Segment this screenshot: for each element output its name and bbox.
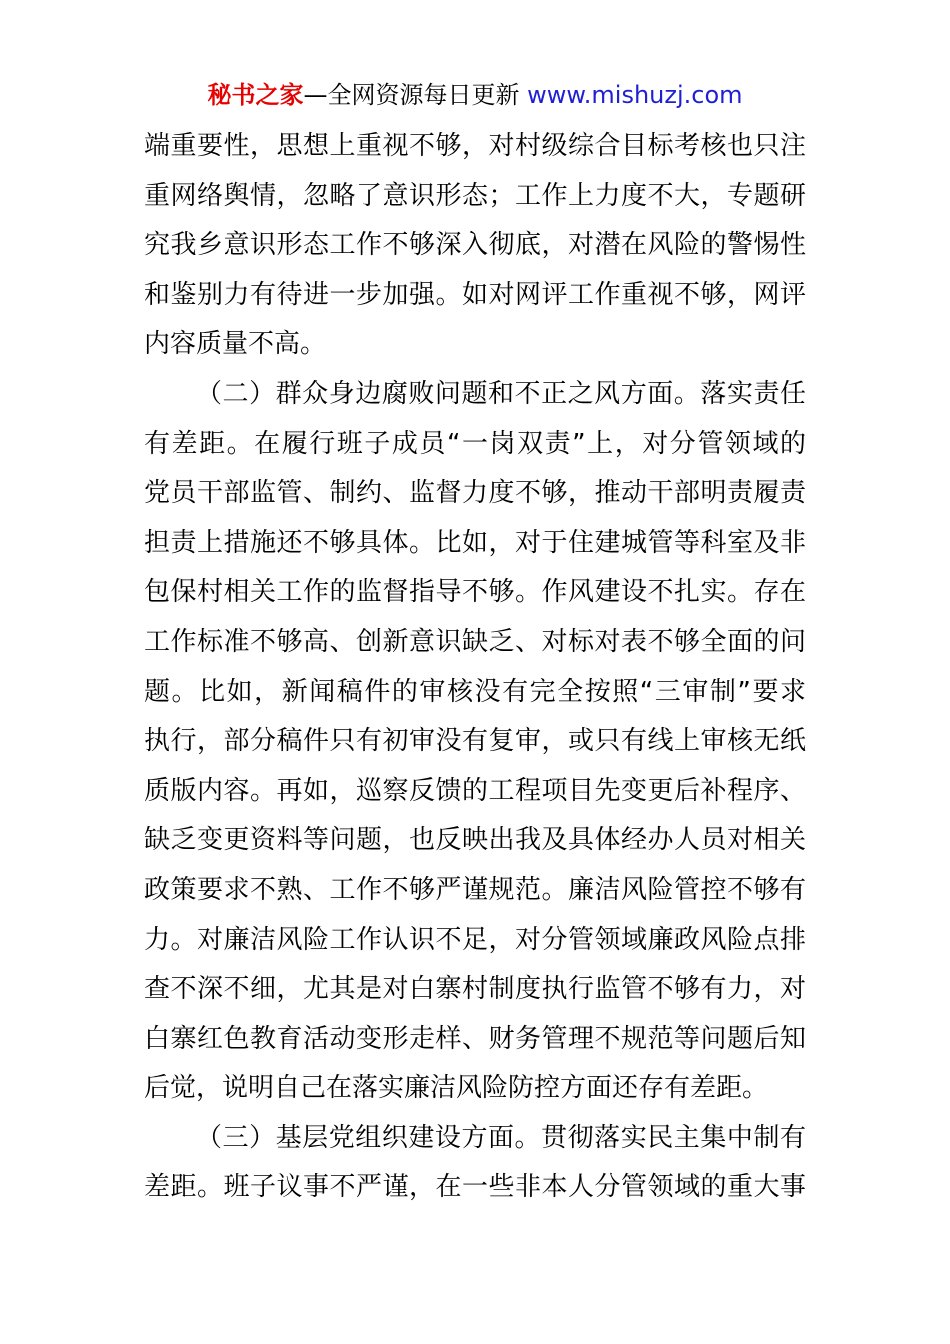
section-heading-line: （二）群众身边腐败问题和不正之风方面。落实责任 [196,378,806,409]
text-line: 党员干部监管、制约、监督力度不够，推动干部明责履责 [144,478,806,509]
text-line: 白寨红色教育活动变形走样、财务管理不规范等问题后知 [144,1023,806,1054]
text-line: 究我乡意识形态工作不够深入彻底，对潜在风险的警惕性 [144,230,806,261]
text-line: 质版内容。再如，巡察反馈的工程项目先变更后补程序、 [144,775,806,806]
site-url-link[interactable]: www.mishuzj.com [527,81,743,109]
text-line: 端重要性，思想上重视不够，对村级综合目标考核也只注 [144,131,806,161]
text-line: 题。比如，新闻稿件的审核没有完全按照“三审制”要求 [144,676,806,707]
text-line: 担责上措施还不够具体。比如，对于住建城管等科室及非 [144,527,806,558]
text-line: 执行，部分稿件只有初审没有复审，或只有线上审核无纸 [144,726,806,757]
site-header [0,80,950,110]
text-line: 工作标准不够高、创新意识缺乏、对标对表不够全面的问 [144,626,806,657]
text-line: 有差距。在履行班子成员“一岗双责”上，对分管领域的 [144,428,806,459]
text-line: 后觉，说明自己在落实廉洁风险防控方面还存有差距。 [144,1073,769,1104]
text-line: 查不深不细，尤其是对白寨村制度执行监管不够有力，对 [144,974,806,1005]
text-line: 政策要求不熟、工作不够严谨规范。廉洁风险管控不够有 [144,874,806,905]
text-line: 缺乏变更资料等问题，也反映出我及具体经办人员对相关 [144,825,806,856]
site-brand: 秘书之家 [207,81,304,109]
document-body [144,122,806,1213]
text-line: 重网络舆情，忽略了意识形态；工作上力度不大，专题研 [144,180,806,211]
text-line: 力。对廉洁风险工作认识不足，对分管领域廉政风险点排 [144,924,806,955]
section-heading-line: （三）基层党组织建设方面。贯彻落实民主集中制有 [196,1122,806,1153]
text-line: 包保村相关工作的监督指导不够。作风建设不扎实。存在 [144,577,806,608]
text-line: 差距。班子议事不严谨，在一些非本人分管领域的重大事 [144,1172,806,1203]
site-slogan: —全网资源每日更新 [303,81,520,109]
text-line: 内容质量不高。 [144,329,327,360]
text-line: 和鉴别力有待进一步加强。如对网评工作重视不够，网评 [144,279,806,310]
